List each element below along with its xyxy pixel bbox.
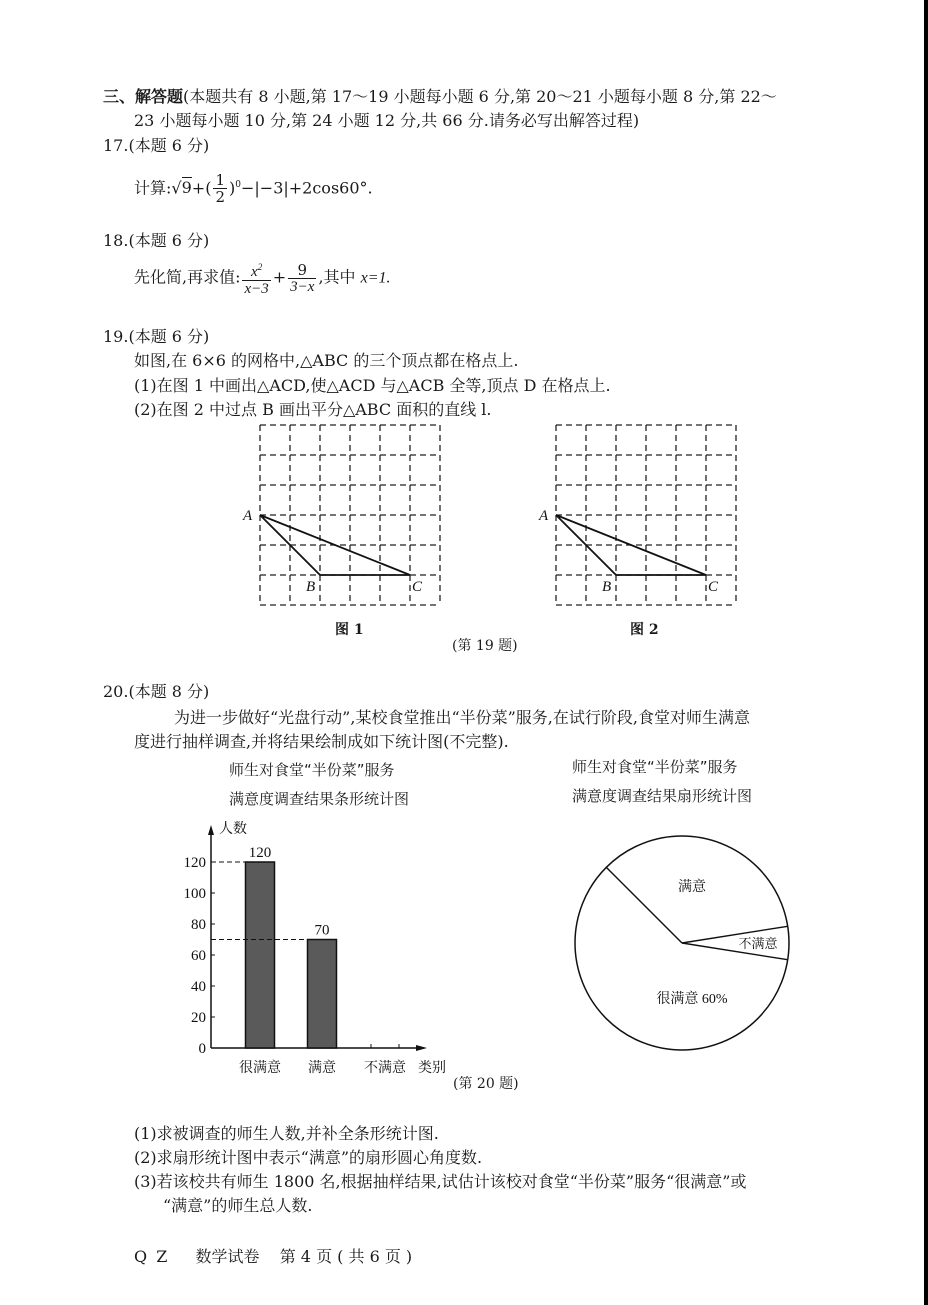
section-heading: 三、解答题 xyxy=(103,87,184,106)
section-intro-1: (本题共有 8 小题,第 17～19 小题每小题 6 分,第 20～21 小题每小题 8 分,第 22～ xyxy=(183,87,777,106)
vertex-label-b: B xyxy=(306,579,316,595)
figure-1-caption: 图 1 xyxy=(335,622,364,638)
pie-label-dissatisfied: 不满意 xyxy=(738,936,778,951)
sqrt-icon: √ xyxy=(171,178,182,198)
q17-sqrt-arg: 9 xyxy=(181,178,192,198)
q17-expression xyxy=(134,168,373,205)
q17-score: (本题 6 分) xyxy=(128,136,210,155)
pie-label-satisfied: 满意 xyxy=(678,880,706,895)
y-axis-arrow xyxy=(208,825,214,835)
x-axis-arrow xyxy=(416,1045,427,1051)
q18-frac1-num-exp: 2 xyxy=(257,262,263,272)
pie-label-very-satisfied: 很满意 60% xyxy=(656,992,728,1007)
q20-sub-2: (2)求扇形统计图中表示“满意”的扇形圆心角度数. xyxy=(134,1148,483,1167)
vertex-label-b: B xyxy=(602,579,612,595)
bar-chart-subtitle: 满意度调查结果条形统计图 xyxy=(229,790,410,808)
q17-number: 17. xyxy=(103,136,129,155)
q18-number: 18. xyxy=(103,231,129,250)
q18-frac1-num xyxy=(242,259,270,281)
section-intro-2: 23 小题每小题 10 分,第 24 小题 12 分,共 66 分.请务必写出解答过程) xyxy=(134,111,640,130)
q19-figure-caption: (第 19 题) xyxy=(452,638,518,654)
pie-chart xyxy=(565,825,805,1065)
q18-frac2-num: 9 xyxy=(288,262,316,279)
q17-rest: −|−3|+2cos60°. xyxy=(240,178,373,198)
footer-code: Q Z xyxy=(134,1247,170,1266)
q19-line-1: 如图,在 6×6 的网格中,△ABC 的三个顶点都在格点上. xyxy=(134,351,519,370)
bar xyxy=(246,862,275,1048)
q20-sub-1: (1)求被调查的师生人数,并补全条形统计图. xyxy=(134,1124,439,1143)
footer-page: 第 4 页 ( 共 6 页 ) xyxy=(279,1247,413,1266)
q20-figure-caption: (第 20 题) xyxy=(453,1076,519,1092)
pie-chart-title: 师生对食堂“半份菜”服务 xyxy=(572,758,738,776)
vertex-label-c: C xyxy=(708,579,719,595)
q18-score: (本题 6 分) xyxy=(128,231,210,250)
q17-frac-num: 1 xyxy=(215,171,225,190)
y-tick-label: 40 xyxy=(191,979,206,995)
y-tick-label: 20 xyxy=(191,1010,206,1026)
q18-fraction-1 xyxy=(242,259,270,297)
q17-prefix: 计算: xyxy=(134,178,172,198)
bar-chart xyxy=(170,815,500,1085)
q19-line-3: (2)在图 2 中过点 B 画出平分△ABC 面积的直线 l. xyxy=(134,400,492,419)
data-label: 70 xyxy=(314,922,330,939)
q18-suffix: ,其中 xyxy=(318,267,361,287)
q17-close: ) xyxy=(229,178,236,198)
q18-header xyxy=(103,231,209,251)
q17-exp: 0 xyxy=(235,180,241,190)
q17-fraction xyxy=(213,172,227,205)
q17-header xyxy=(103,136,209,156)
figure-2-caption: 图 2 xyxy=(630,622,659,638)
vertex-label-a: A xyxy=(539,508,549,524)
footer-subject: 数学试卷 xyxy=(195,1247,260,1266)
q19-header xyxy=(103,327,209,347)
q19-number: 19. xyxy=(103,327,129,346)
q18-prefix: 先化简,再求值: xyxy=(134,267,241,287)
category-label: 很满意 xyxy=(239,1061,281,1076)
q18-condition: x=1. xyxy=(360,269,391,287)
data-label: 120 xyxy=(248,845,272,861)
section-heading-line xyxy=(103,87,777,107)
q20-para-2: 度进行抽样调查,并将结果绘制成如下统计图(不完整). xyxy=(134,732,509,751)
y-tick-label: 60 xyxy=(191,948,206,964)
q19-line-2: (1)在图 1 中画出△ACD,使△ACD 与△ACB 全等,顶点 D 在格点上. xyxy=(134,376,611,395)
q18-frac1-num-base: x xyxy=(251,264,258,280)
q18-frac1-den: x−3 xyxy=(244,281,269,297)
q19-score: (本题 6 分) xyxy=(128,327,210,346)
q19-figure-1 xyxy=(236,418,456,618)
y-tick-label: 0 xyxy=(198,1041,206,1057)
y-tick-label: 80 xyxy=(191,917,206,933)
y-tick-label: 100 xyxy=(183,886,206,902)
q18-fraction-2 xyxy=(288,262,316,295)
vertex-label-a: A xyxy=(243,508,253,524)
q18-expression xyxy=(134,259,391,297)
q20-sub-3-line-1: (3)若该校共有师生 1800 名,根据抽样结果,试估计该校对食堂“半份菜”服务“很满意”或 xyxy=(134,1172,747,1191)
footer xyxy=(134,1247,412,1267)
category-label: 满意 xyxy=(308,1061,336,1076)
q20-para-1: 为进一步做好“光盘行动”,某校食堂推出“半份菜”服务,在试行阶段,食堂对师生满意 xyxy=(174,708,750,727)
category-label: 不满意 xyxy=(364,1061,406,1076)
q20-number: 20. xyxy=(103,682,129,701)
q20-sub-3-line-2: “满意”的师生总人数. xyxy=(163,1196,313,1215)
bar xyxy=(308,940,337,1049)
y-axis-label: 人数 xyxy=(219,822,247,837)
q17-frac-den: 2 xyxy=(215,188,225,207)
q20-header xyxy=(103,682,209,702)
q20-score: (本题 8 分) xyxy=(128,682,210,701)
y-tick-label: 120 xyxy=(183,855,206,871)
scan-edge xyxy=(924,0,928,1305)
q18-plus: + xyxy=(272,267,287,287)
q19-figure-2 xyxy=(532,418,752,618)
q18-frac2-den: 3−x xyxy=(290,278,315,295)
pie-chart-subtitle: 满意度调查结果扇形统计图 xyxy=(572,787,753,805)
q17-plus: +( xyxy=(191,178,212,198)
vertex-label-c: C xyxy=(412,579,423,595)
bar-chart-title: 师生对食堂“半份菜”服务 xyxy=(229,761,395,779)
x-axis-label: 类别 xyxy=(418,1061,446,1076)
